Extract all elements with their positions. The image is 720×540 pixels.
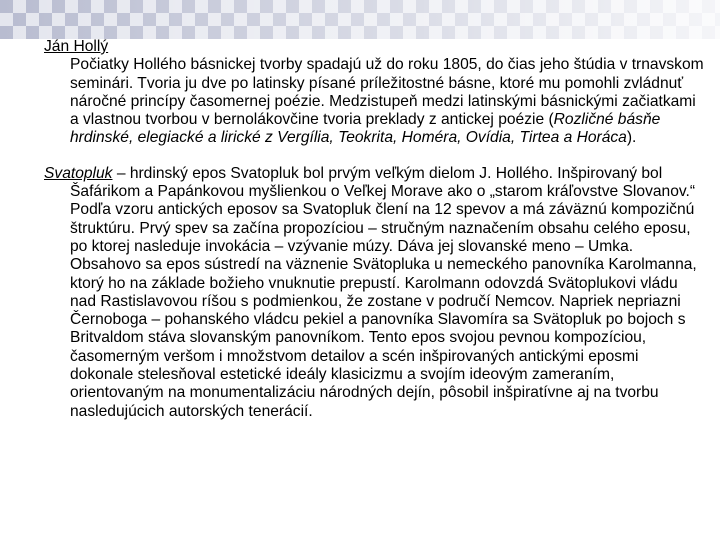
paragraph-intro-text: Počiatky Hollého básnickej tvorby spadajú už do roku 1805, do čias jeho štúdia v trnavskom seminári. Tvoria ju dve po latinsky písané príležitostné básne, ktoré mu pomohli zvládnuť náročné princípy časomernej poézie. Medzistupeň medzi latinskými básnickými začiatkami a vlastnou tvorbou v bernolákovčine tvoria preklady z antickej poézie (	[70, 56, 704, 129]
paragraph-intro-end: ).	[626, 129, 637, 147]
heading: Ján Hollý	[44, 38, 109, 55]
paragraph-intro	[44, 56, 704, 147]
paragraph-svatopluk	[44, 165, 704, 421]
paragraph-svatopluk-text: – hrdinský epos Svatopluk bol prvým veľkým dielom J. Hollého. Inšpirovaný bol Šafárikom a Papánkovou myšlienkou o Veľkej Morave ako o „starom kráľovstve Slovanov.“ Podľa vzoru antických eposov sa Svatopluk člení na 12 spevov a má záväznú kompozičnú štruktúru. Prvý spev sa začína propozíciou – stručným naznačením obsahu celého eposu, po ktorej nasleduje invokácia – vzývanie múzy. Dáva jej slovanské meno – Umka. Obsahovo sa epos sústredí na väznenie Svätopluka u nemeckého panovníka Karolmanna, ktorý ho na základe božieho vnuknutie prepustí. Karolmann odovzdá Svätoplukovi vládu nad Rastislavovou ríšou s podmienkou, že zostane v područí Nemcov. Napriek nepriazni Černoboga – pohanského vládcu pekiel a panovníka Slavomíra sa Svätopluk po bojoch s Britvaldom stáva slovanským panovníkom. Tento epos svojou pevnou kompozíciou, časomerným veršom i množstvom detailov a scén inšpirovaných antickými eposmi dokonale stelesňoval estetické ideály klasicizmu a svojím ideovým zameraním, orientovaným na monumentalizáciu národných dejín, pôsobil inšpiratívne aj na tvorbu nasledujúcich autorských tenerácií.	[70, 164, 697, 420]
decorative-header-pattern	[0, 0, 720, 40]
works-title: Rozličné básňe hrdinské, elegiacké a lirické z Vergília, Teokrita, Homéra, Ovídia, Tirtea a Horáca	[70, 111, 661, 147]
slide-content	[44, 38, 704, 421]
svatopluk-title: Svatopluk	[44, 164, 113, 182]
